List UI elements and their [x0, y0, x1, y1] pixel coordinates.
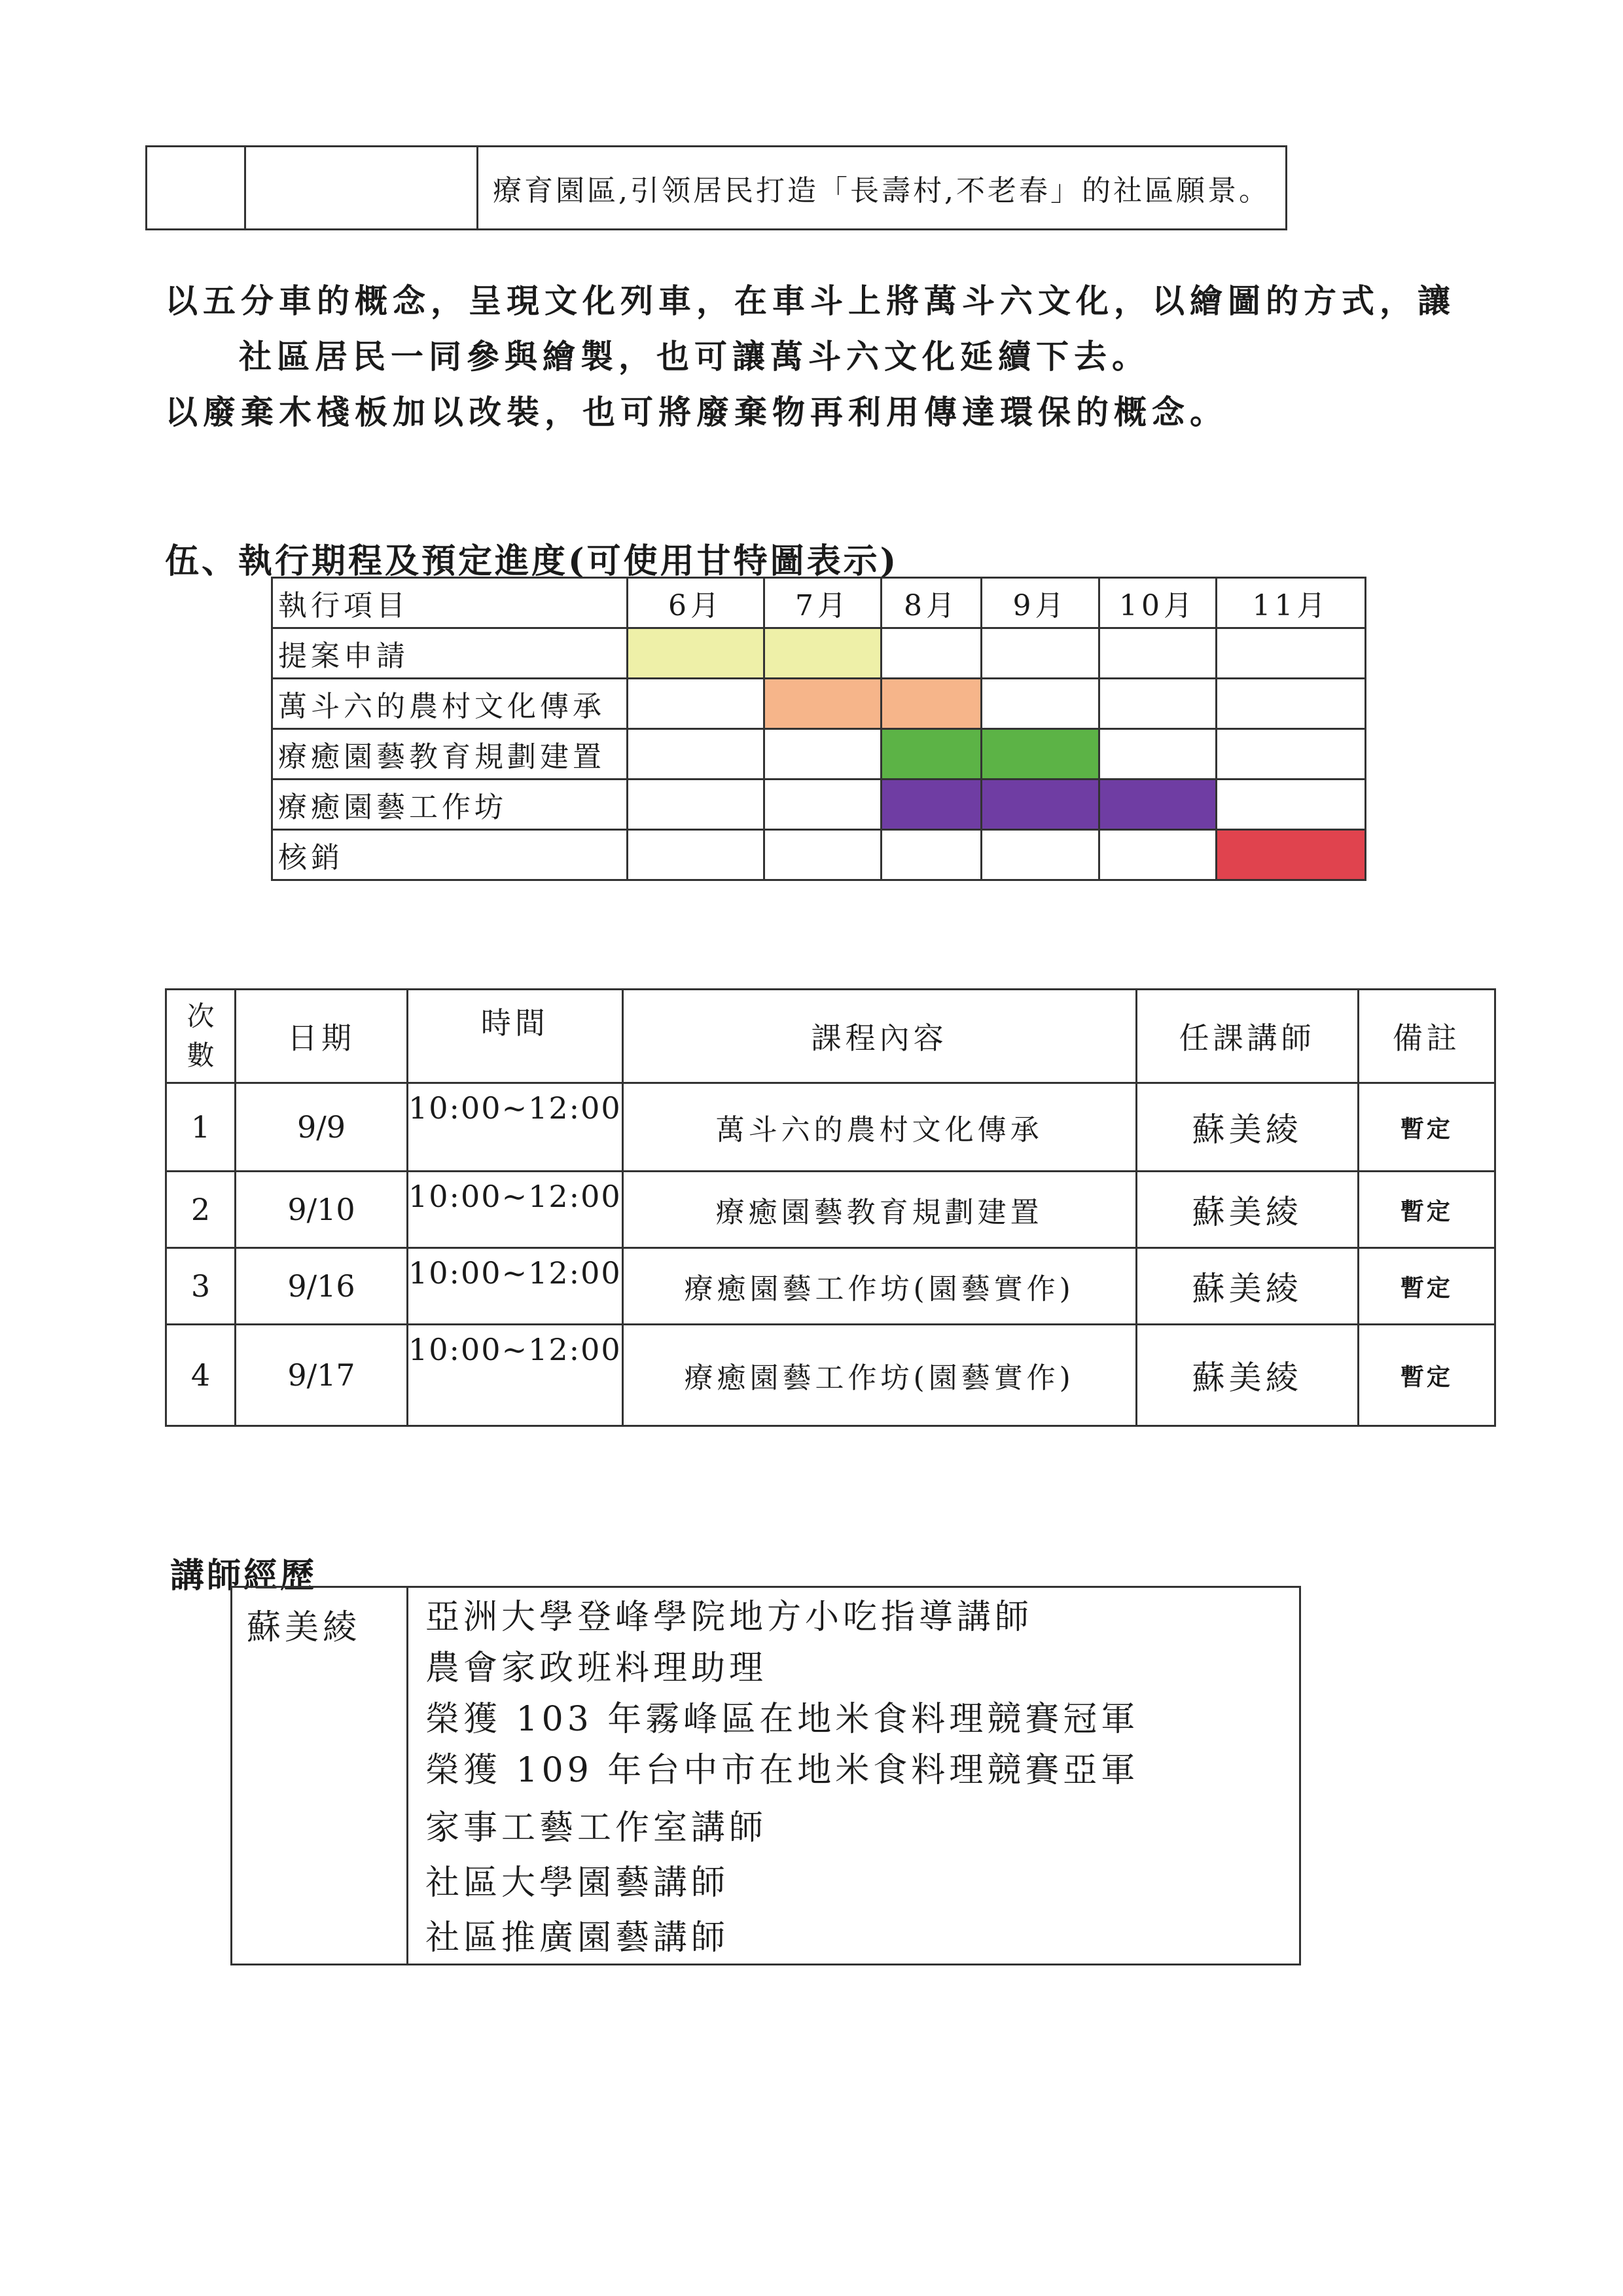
course-content: 療癒園藝工作坊(園藝實作) [622, 1248, 1136, 1325]
gantt-cell [628, 628, 764, 679]
gantt-header-label: 執行項目 [272, 578, 628, 628]
gantt-cell [1099, 780, 1217, 830]
instructor-heading: 講師經歷 [170, 1556, 317, 1596]
course-note: 暫定 [1358, 1083, 1495, 1172]
gantt-task-label: 療癒園藝教育規劃建置 [272, 729, 628, 780]
gantt-bar [882, 730, 980, 778]
experience-item: 家事工藝工作室講師 [425, 1808, 768, 1848]
gantt-cell [982, 830, 1099, 880]
gantt-cell [1217, 729, 1366, 780]
gantt-task-row [272, 729, 1366, 780]
gantt-task-row [272, 679, 1366, 729]
gantt-bar [628, 629, 763, 677]
top-vision-text: 療育園區,引领居民打造「長壽村,不老春」的社區願景。 [478, 147, 1287, 230]
course-content: 療癒園藝教育規劃建置 [622, 1172, 1136, 1248]
gantt-cell [982, 729, 1099, 780]
gantt-bar [1100, 780, 1215, 829]
gantt-month-9: 9月 [982, 578, 1099, 628]
gantt-header-row [272, 578, 1366, 628]
course-note: 暫定 [1358, 1325, 1495, 1426]
gantt-task-label: 核銷 [272, 830, 628, 880]
experience-item: 農會家政班料理助理 [425, 1649, 768, 1688]
top-table-row [147, 147, 1287, 230]
gantt-cell [882, 780, 982, 830]
gantt-cell [1099, 729, 1217, 780]
gantt-bar [765, 629, 880, 677]
gantt-cell [764, 628, 882, 679]
gantt-chart [271, 577, 1366, 881]
course-content: 萬斗六的農村文化傳承 [622, 1083, 1136, 1172]
course-teacher: 蘇美綾 [1136, 1325, 1358, 1426]
course-time: 10:00~12:00 [408, 1172, 623, 1248]
course-table [165, 988, 1496, 1427]
gantt-cell [1099, 628, 1217, 679]
gantt-cell [628, 780, 764, 830]
course-header-no [166, 990, 236, 1083]
course-row [166, 1172, 1495, 1248]
gantt-cell [882, 679, 982, 729]
paragraph-line-3: 以廢棄木棧板加以改裝，也可將廢棄物再利用傳達環保的概念。 [165, 393, 1228, 431]
experience-item: 榮獲 109 年台中市在地米食料理競賽亞軍 [425, 1751, 1139, 1790]
gantt-bar [982, 730, 1098, 778]
gantt-month-6: 6月 [628, 578, 764, 628]
course-date: 9/17 [236, 1325, 408, 1426]
course-header-no-line1: 次 [187, 1000, 215, 1032]
instructor-name: 蘇美綾 [232, 1587, 408, 1965]
top-empty-cell-1 [147, 147, 245, 230]
gantt-cell [1099, 679, 1217, 729]
gantt-bar [882, 679, 980, 728]
experience-item: 社區推廣園藝講師 [425, 1918, 730, 1958]
gantt-cell [882, 830, 982, 880]
course-header-time: 時間 [408, 990, 623, 1083]
gantt-bar [765, 679, 880, 728]
course-no: 2 [166, 1172, 236, 1248]
paragraph-line-2: 社區居民一同參與繪製，也可讓萬斗六文化延續下去。 [239, 337, 1150, 376]
gantt-cell [982, 628, 1099, 679]
instructor-table [230, 1586, 1301, 1965]
course-date: 9/10 [236, 1172, 408, 1248]
gantt-cell [628, 830, 764, 880]
course-no: 4 [166, 1325, 236, 1426]
gantt-bar [982, 780, 1098, 829]
instructor-row [232, 1587, 1300, 1965]
course-teacher: 蘇美綾 [1136, 1083, 1358, 1172]
gantt-cell [1217, 628, 1366, 679]
gantt-cell [764, 679, 882, 729]
gantt-task-row [272, 830, 1366, 880]
gantt-bar [882, 780, 980, 829]
gantt-cell [982, 679, 1099, 729]
course-header-row [166, 990, 1495, 1083]
gantt-task-label: 萬斗六的農村文化傳承 [272, 679, 628, 729]
gantt-cell [1099, 830, 1217, 880]
gantt-task-label: 提案申請 [272, 628, 628, 679]
gantt-cell [982, 780, 1099, 830]
course-date: 9/16 [236, 1248, 408, 1325]
top-table [145, 145, 1287, 230]
experience-item: 榮獲 103 年霧峰區在地米食料理競賽冠軍 [425, 1700, 1139, 1739]
course-teacher: 蘇美綾 [1136, 1172, 1358, 1248]
gantt-bar [1217, 831, 1364, 879]
course-header-date: 日期 [236, 990, 408, 1083]
course-note: 暫定 [1358, 1248, 1495, 1325]
gantt-task-label: 療癒園藝工作坊 [272, 780, 628, 830]
course-time: 10:00~12:00 [408, 1325, 623, 1426]
course-header-teacher: 任課講師 [1136, 990, 1358, 1083]
course-no: 3 [166, 1248, 236, 1325]
paragraph-line-1: 以五分車的概念，呈現文化列車，在車斗上將萬斗六文化，以繪圖的方式，讓 [165, 281, 1455, 320]
course-date: 9/9 [236, 1083, 408, 1172]
gantt-month-11: 11月 [1217, 578, 1366, 628]
course-time: 10:00~12:00 [408, 1248, 623, 1325]
gantt-cell [1217, 679, 1366, 729]
course-row [166, 1325, 1495, 1426]
gantt-cell [628, 679, 764, 729]
gantt-task-row [272, 780, 1366, 830]
instructor-experience-list [408, 1587, 1300, 1965]
gantt-month-7: 7月 [764, 578, 882, 628]
gantt-month-8: 8月 [882, 578, 982, 628]
gantt-cell [764, 729, 882, 780]
gantt-cell [1217, 830, 1366, 880]
experience-item: 社區大學園藝講師 [425, 1863, 730, 1903]
course-content: 療癒園藝工作坊(園藝實作) [622, 1325, 1136, 1426]
gantt-cell [882, 628, 982, 679]
top-empty-cell-2 [245, 147, 478, 230]
course-header-note: 備註 [1358, 990, 1495, 1083]
gantt-cell [764, 780, 882, 830]
gantt-cell [882, 729, 982, 780]
course-row [166, 1248, 1495, 1325]
experience-item: 亞洲大學登峰學院地方小吃指導講師 [425, 1598, 1033, 1637]
schedule-heading: 伍、執行期程及預定進度(可使用甘特圖表示) [165, 541, 899, 581]
course-row [166, 1083, 1495, 1172]
course-header-content: 課程內容 [622, 990, 1136, 1083]
course-note: 暫定 [1358, 1172, 1495, 1248]
gantt-month-10: 10月 [1099, 578, 1217, 628]
gantt-cell [764, 830, 882, 880]
gantt-cell [628, 729, 764, 780]
gantt-task-row [272, 628, 1366, 679]
course-no: 1 [166, 1083, 236, 1172]
course-header-no-line2: 數 [187, 1039, 215, 1071]
course-time: 10:00~12:00 [408, 1083, 623, 1172]
course-teacher: 蘇美綾 [1136, 1248, 1358, 1325]
gantt-cell [1217, 780, 1366, 830]
